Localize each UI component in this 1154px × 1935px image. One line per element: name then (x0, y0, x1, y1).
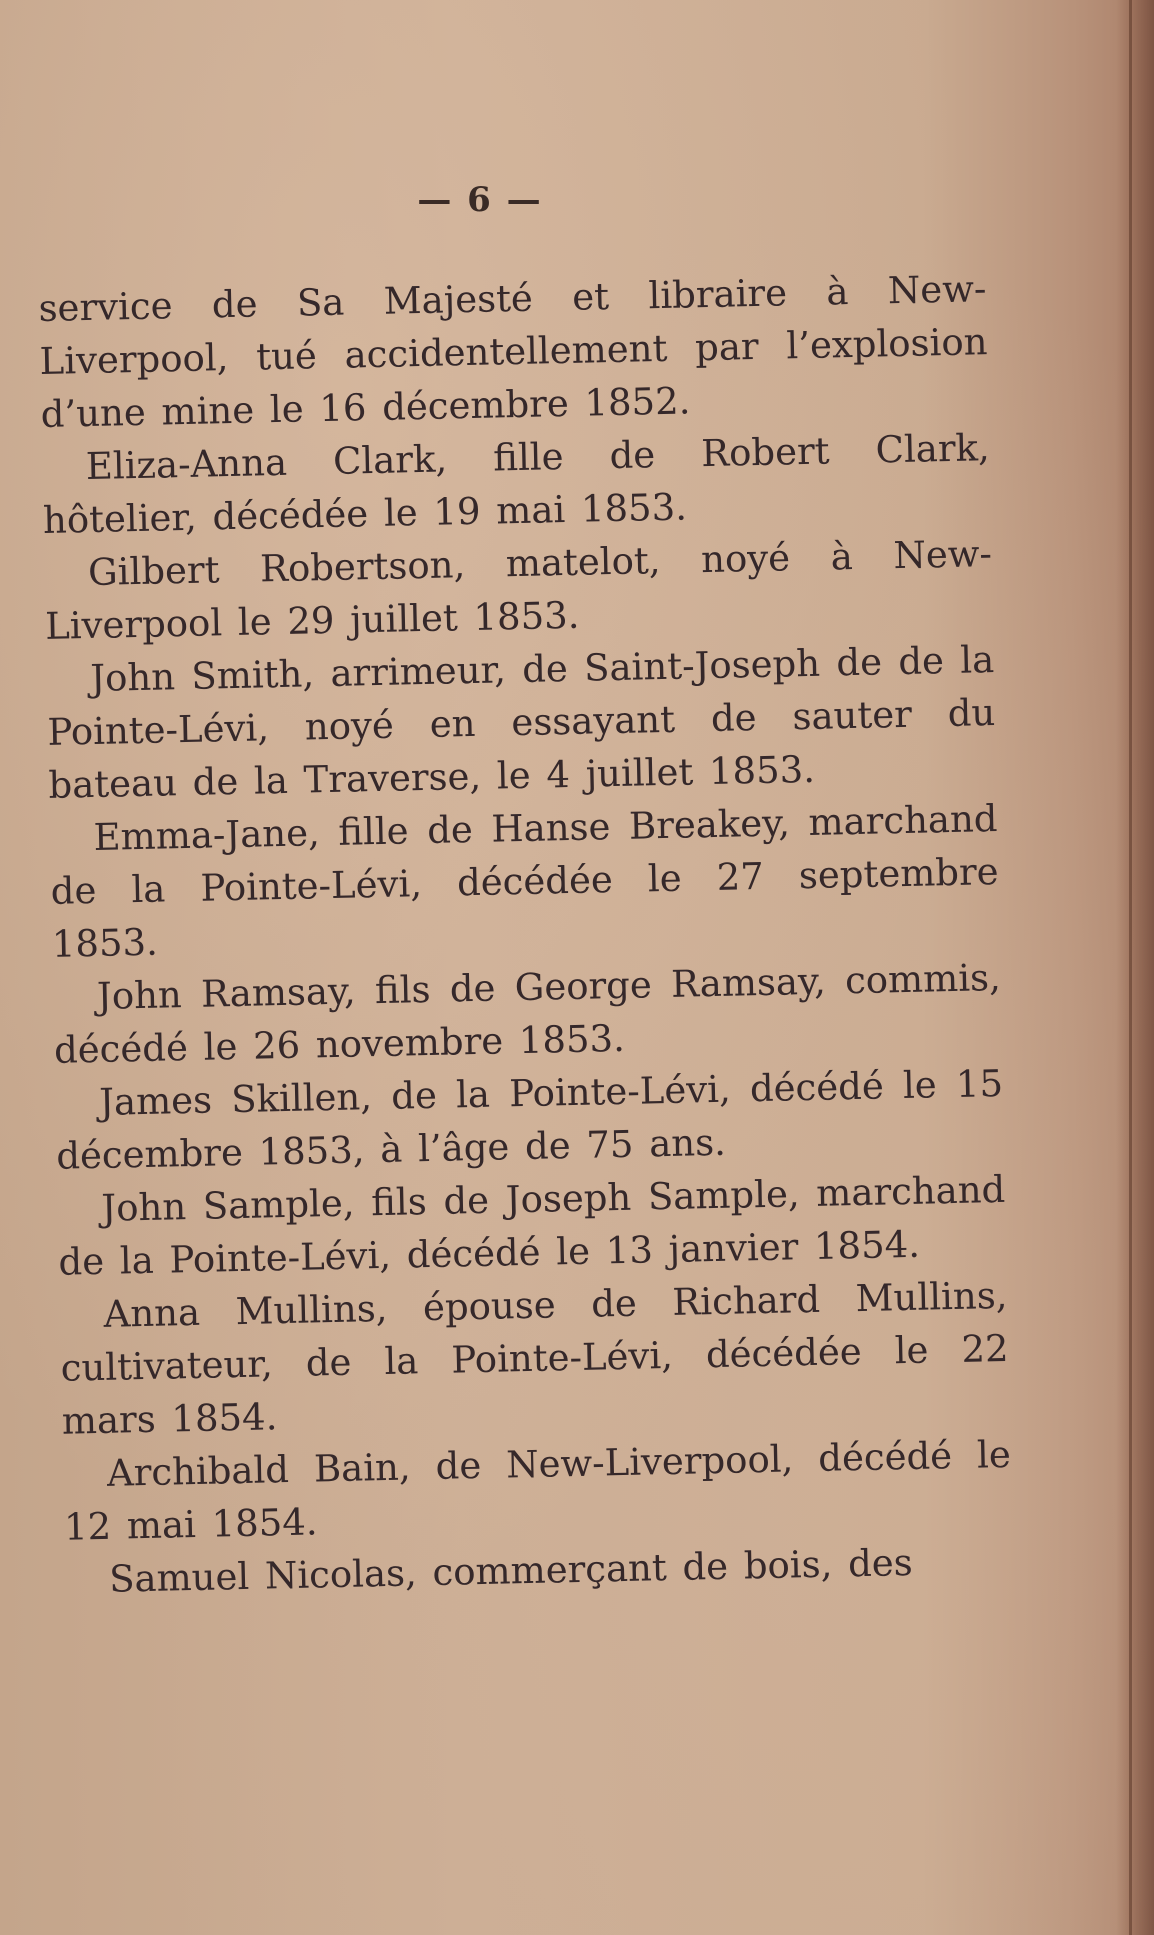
entry-james-skillen: James Skillen, de la Pointe-Lévi, décédé le 15 décembre 1853, à l’âge de 75 ans. (55, 1061, 1004, 1178)
body-text (38, 262, 1014, 1607)
entry-continuation: service de Sa Majesté et libraire à New-Liverpool, tué accidentellement par l’explosion d’une mine le 16 décembre 1852. (38, 267, 988, 436)
entry-emma-jane: Emma-Jane, fille de Hanse Breakey, marchand de la Pointe-Lévi, décédée le 27 septembre 1853. (50, 797, 1000, 966)
page-edge-line (1129, 0, 1132, 1935)
entry-samuel-nicolas: Samuel Nicolas, commerçant de bois, des (108, 1540, 914, 1601)
entry-john-ramsay: John Ramsay, fils de George Ramsay, commis, décédé le 26 novembre 1853. (53, 955, 1002, 1072)
entry-eliza-anna-clark: Eliza-Anna Clark, fille de Robert Clark, hôtelier, décédée le 19 mai 1853. (42, 426, 991, 542)
page-spine-shadow (1116, 0, 1154, 1935)
entry-gilbert-robertson: Gilbert Robertson, matelot, noyé à New-Liverpool le 29 juillet 1853. (44, 532, 993, 648)
entry-john-smith: John Smith, arrimeur, de Saint-Joseph de de la Pointe-Lévi, noyé en essayant de sauter du bateau de la Traverse, le 4 juillet 1853. (46, 638, 996, 807)
entry-anna-mullins: Anna Mullins, épouse de Richard Mullins, cultivateur, de la Pointe-Lévi, décédée le 22 mars 1854. (60, 1273, 1009, 1443)
entry-john-sample: John Sample, fils de Joseph Sample, marchand de la Pointe-Lévi, décédé le 13 janvier 1854. (58, 1167, 1006, 1284)
page-number: — 6 — (417, 180, 543, 220)
entry-archibald-bain: Archibald Bain, de New-Liverpool, décédé le 12 mai 1854. (63, 1432, 1012, 1549)
